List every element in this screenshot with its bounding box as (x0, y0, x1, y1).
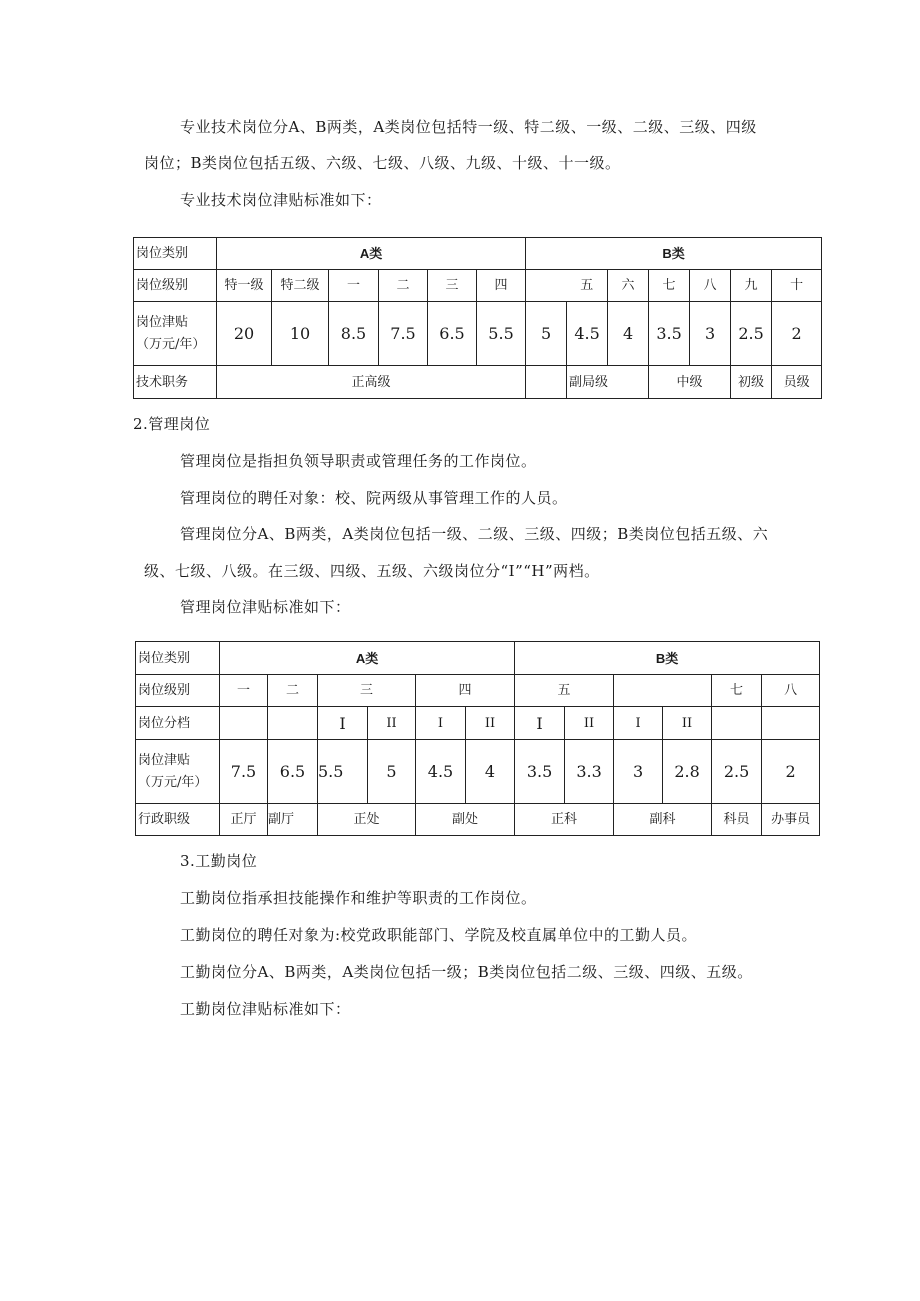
table-row (136, 707, 820, 740)
tier-cell: I (515, 707, 565, 740)
level-cell: 特二级 (272, 270, 329, 302)
level-cell: 四 (477, 270, 526, 302)
table-row (134, 366, 822, 399)
level-cell: 四 (416, 675, 515, 707)
allowance-cell: 5.5 (477, 302, 526, 366)
allowance-cell: 6.5 (268, 740, 318, 804)
allowance-cell: 7.5 (220, 740, 268, 804)
section1-paragraph-line1: 专业技术岗位分A、B两类，A类岗位包括特一级、特二级、一级、二级、三级、四级 (180, 118, 757, 136)
section2-table-intro: 管理岗位津贴标准如下： (180, 598, 351, 616)
level-cell: 八 (762, 675, 820, 707)
level-cell: 九 (731, 270, 772, 302)
allowance-cell: 10 (272, 302, 329, 366)
tier-cell: I (318, 707, 368, 740)
tier-cell: II (565, 707, 614, 740)
level-cell: 三 (318, 675, 416, 707)
table-row (134, 302, 822, 366)
section3-table-intro: 工勤岗位津贴标准如下： (180, 1000, 351, 1018)
management-allowance-table (135, 641, 820, 836)
title-cell: 正高级 (217, 366, 526, 399)
section1-paragraph-line2: 岗位；B类岗位包括五级、六级、七级、八级、九级、十级、十一级。 (144, 154, 621, 172)
technical-allowance-table (133, 237, 822, 399)
rank-cell: 正厅 (220, 804, 268, 836)
allowance-cell: 2.5 (731, 302, 772, 366)
tier-cell: I (614, 707, 663, 740)
tier-cell: I (416, 707, 466, 740)
level-cell: 十 (772, 270, 822, 302)
tier-cell: II (663, 707, 712, 740)
allowance-cell: 2.5 (712, 740, 762, 804)
rank-cell: 科员 (712, 804, 762, 836)
section3-heading: 3.工勤岗位 (180, 852, 258, 870)
level-cell: 三 (428, 270, 477, 302)
allowance-cell: 7.5 (379, 302, 428, 366)
row-label-level: 岗位级别 (134, 270, 217, 302)
class-b-header: B类 (515, 642, 820, 675)
table-row (136, 740, 820, 804)
title-cell: 员级 (772, 366, 822, 399)
table-row (136, 675, 820, 707)
allowance-cell: 2 (772, 302, 822, 366)
tier-cell (712, 707, 762, 740)
section3-paragraph-1: 工勤岗位指承担技能操作和维护等职责的工作岗位。 (180, 889, 537, 907)
level-cell: 二 (268, 675, 318, 707)
rank-cell: 副厅 (268, 804, 318, 836)
allowance-cell: 6.5 (428, 302, 477, 366)
allowance-cell: 3 (690, 302, 731, 366)
table-row (134, 238, 822, 270)
table-row (136, 642, 820, 675)
tier-cell (762, 707, 820, 740)
row-label-allowance (136, 740, 220, 804)
row-label-tier: 岗位分档 (136, 707, 220, 740)
level-cell: 八 (690, 270, 731, 302)
tier-cell: II (368, 707, 416, 740)
level-cell: 二 (379, 270, 428, 302)
level-cell: 一 (329, 270, 379, 302)
rank-cell: 副科 (614, 804, 712, 836)
allowance-cell: 8.5 (329, 302, 379, 366)
allowance-cell: 3.3 (565, 740, 614, 804)
section3-paragraph-3: 工勤岗位分A、B两类，A类岗位包括一级；B类岗位包括二级、三级、四级、五级。 (180, 963, 753, 981)
class-a-header: A类 (217, 238, 526, 270)
title-cell: 副局级 (567, 366, 649, 399)
title-cell: 初级 (731, 366, 772, 399)
row-label-allowance (134, 302, 217, 366)
tier-cell (268, 707, 318, 740)
class-b-header: B类 (526, 238, 822, 270)
table-row (134, 270, 822, 302)
level-cell: 特一级 (217, 270, 272, 302)
section2-paragraph-2: 管理岗位的聘任对象：校、院两级从事管理工作的人员。 (180, 489, 568, 507)
class-a-header: A类 (220, 642, 515, 675)
rank-cell: 正科 (515, 804, 614, 836)
allowance-cell: 4.5 (567, 302, 608, 366)
row-label-category: 岗位类别 (134, 238, 217, 270)
allowance-cell: 2.8 (663, 740, 712, 804)
level-cell: 五 (567, 270, 608, 302)
title-cell (526, 366, 567, 399)
rank-cell: 办事员 (762, 804, 820, 836)
row-label-level: 岗位级别 (136, 675, 220, 707)
section2-paragraph-1: 管理岗位是指担负领导职责或管理任务的工作岗位。 (180, 452, 537, 470)
row-label-allowance-line2: （万元/年） (138, 774, 208, 790)
rank-cell: 副处 (416, 804, 515, 836)
row-label-allowance-line2: （万元/年） (136, 336, 206, 352)
section2-heading: 2.管理岗位 (133, 415, 211, 433)
allowance-cell: 5 (526, 302, 567, 366)
level-cell: 六 (608, 270, 649, 302)
section3-paragraph-2: 工勤岗位的聘任对象为:校党政职能部门、学院及校直属单位中的工勤人员。 (180, 926, 698, 944)
allowance-cell: 2 (762, 740, 820, 804)
level-cell (614, 675, 712, 707)
rank-cell: 正处 (318, 804, 416, 836)
row-label-category: 岗位类别 (136, 642, 220, 675)
tier-cell: II (466, 707, 515, 740)
title-cell: 中级 (649, 366, 731, 399)
level-cell: 七 (712, 675, 762, 707)
allowance-cell: 3.5 (515, 740, 565, 804)
table-row (136, 804, 820, 836)
allowance-cell: 3 (614, 740, 663, 804)
level-cell: 七 (649, 270, 690, 302)
spacer-cell (526, 270, 567, 302)
section2-paragraph-3-line2: 级、七级、八级。在三级、四级、五级、六级岗位分“I”“H”两档。 (144, 562, 600, 580)
section2-paragraph-3-line1: 管理岗位分A、B两类，A类岗位包括一级、二级、三级、四级；B类岗位包括五级、六 (180, 525, 769, 543)
allowance-cell: 5 (368, 740, 416, 804)
allowance-cell: 3.5 (649, 302, 690, 366)
row-label-rank: 行政职级 (136, 804, 220, 836)
section1-table-intro: 专业技术岗位津贴标准如下： (180, 191, 382, 209)
allowance-cell: 4 (466, 740, 515, 804)
allowance-cell: 20 (217, 302, 272, 366)
tier-cell (220, 707, 268, 740)
row-label-allowance-line1: 岗位津贴 (138, 752, 191, 768)
allowance-cell: 4.5 (416, 740, 466, 804)
level-cell: 五 (515, 675, 614, 707)
row-label-allowance-line1: 岗位津贴 (136, 314, 189, 330)
row-label-title: 技术职务 (134, 366, 217, 399)
allowance-cell: 4 (608, 302, 649, 366)
allowance-cell: 5.5 (318, 740, 368, 804)
level-cell: 一 (220, 675, 268, 707)
